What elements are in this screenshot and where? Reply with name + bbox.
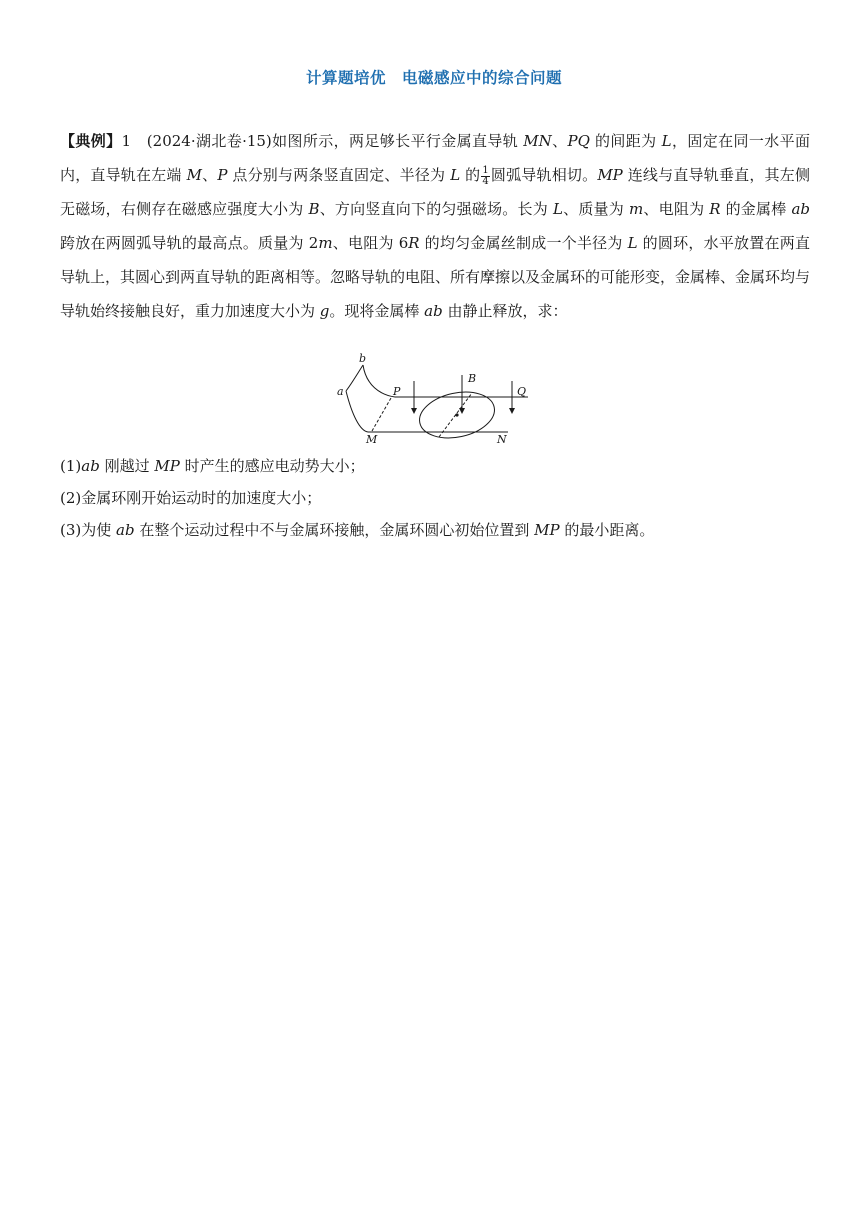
- text-segment: 、: [551, 132, 568, 150]
- page-title: 计算题培优 电磁感应中的综合问题: [305, 69, 562, 87]
- field-arrow-head-1: [411, 408, 417, 414]
- var-ab: ab: [791, 200, 810, 218]
- var-MP: MP: [154, 457, 180, 475]
- var-P: P: [217, 166, 228, 184]
- var-MN: MN: [523, 132, 552, 150]
- text-segment: 的圆环，水平放置在两直导轨上，其圆心到两直导轨的距离相等。忽略导轨的电阻、所有摩擦以及金属环的可能形变，金属棒、金属环均与导轨始终接触良好，重力加速度大小为: [60, 234, 811, 320]
- text-segment: 的均匀金属丝制成一个半径为: [419, 234, 628, 252]
- fraction-quarter: [481, 166, 489, 187]
- var-L: L: [627, 234, 638, 252]
- var-ab: ab: [116, 521, 135, 539]
- var-m: m: [628, 200, 644, 218]
- problem-number: 1: [121, 132, 132, 150]
- text-segment: ，固定在同一水平面内，直导轨在左端: [60, 132, 810, 184]
- text-segment: 、: [201, 166, 218, 184]
- var-m: m: [318, 234, 333, 252]
- text-segment: 、方向竖直向下的匀强磁场。长为: [319, 200, 553, 218]
- text-segment: 由静止释放，求：: [442, 302, 568, 320]
- label-P: P: [393, 385, 401, 398]
- text-segment: 点分别与两条竖直固定、半径为: [227, 166, 451, 184]
- ring-center-dot: [455, 413, 458, 416]
- var-MP: MP: [597, 166, 623, 184]
- rod-ab: [346, 365, 363, 391]
- text-segment: (1): [60, 457, 82, 475]
- text-segment: 。现将金属棒: [329, 302, 425, 320]
- text-segment: 的金属棒: [720, 200, 792, 218]
- field-arrow-head-3: [509, 408, 515, 414]
- circuit-figure: [330, 345, 540, 450]
- label-a: a: [337, 385, 344, 398]
- text-segment: 的最小距离。: [559, 521, 655, 539]
- var-R: R: [408, 234, 420, 252]
- text-segment: 、电阻为: [643, 200, 710, 218]
- var-L: L: [661, 132, 672, 150]
- text-segment: 在整个运动过程中不与金属环接触，金属环圆心初始位置到: [134, 521, 535, 539]
- question-2: (2)金属环刚开始运动时的加速度大小；: [60, 489, 322, 507]
- line-MP-dashed: [372, 398, 391, 431]
- var-g: g: [319, 302, 330, 320]
- text-segment: 的间距为: [589, 132, 662, 150]
- var-L: L: [552, 200, 563, 218]
- back-arc-rail: [363, 365, 395, 397]
- problem-source: (2024·湖北卷·15): [146, 132, 272, 150]
- question-3: [60, 519, 654, 540]
- var-PQ: PQ: [567, 132, 590, 150]
- text-segment: 的: [460, 166, 481, 184]
- fraction-denominator: 4: [482, 175, 489, 187]
- text-segment: 连线与直导轨垂直，其左侧无磁场，右侧存在磁感应强度大小为: [60, 166, 810, 218]
- text-segment: 、电阻为 6: [332, 234, 409, 252]
- text-segment: 刚越过: [99, 457, 155, 475]
- text-segment: 如图所示，两足够长平行金属直导轨: [271, 132, 524, 150]
- text-segment: 时产生的感应电动势大小；: [179, 457, 365, 475]
- question-1: [60, 455, 365, 476]
- example-tag: 【典例】: [60, 132, 122, 150]
- label-N: N: [497, 433, 507, 446]
- text-segment: 跨放在两圆弧导轨的最高点。质量为 2: [60, 234, 319, 252]
- text-segment: 圆弧导轨相切。: [490, 166, 598, 184]
- label-M: M: [366, 433, 378, 446]
- label-b: b: [359, 352, 367, 365]
- label-Q: Q: [517, 385, 527, 398]
- label-B: B: [468, 372, 477, 385]
- fraction-numerator: 1: [482, 164, 489, 176]
- var-L: L: [450, 166, 461, 184]
- var-B: B: [308, 200, 320, 218]
- field-arrow-head-2: [459, 408, 465, 414]
- front-arc-rail: [346, 391, 368, 432]
- text-segment: (3)为使: [60, 521, 117, 539]
- var-R: R: [709, 200, 721, 218]
- var-ab: ab: [81, 457, 100, 475]
- problem-text: [60, 124, 810, 328]
- text-segment: 、质量为: [562, 200, 629, 218]
- var-ab: ab: [424, 302, 443, 320]
- var-M: M: [186, 166, 202, 184]
- var-MP: MP: [534, 521, 560, 539]
